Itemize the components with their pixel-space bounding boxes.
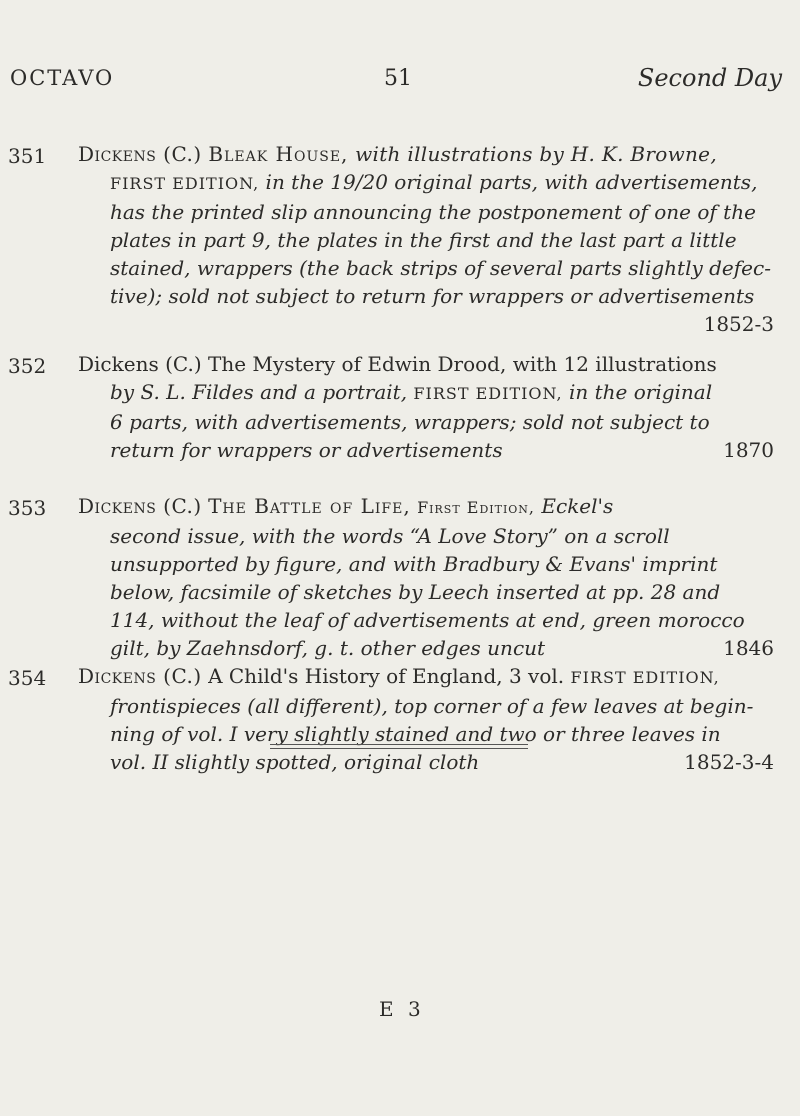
lot-date: 1846: [723, 636, 774, 660]
lot-line: return for wrappers or advertisements: [110, 438, 503, 462]
lot-line: stained, wrappers (the back strips of several parts slightly defec-: [110, 256, 771, 280]
section-divider: [270, 744, 528, 745]
lot-line: unsupported by figure, and with Bradbury & Evans' imprint: [110, 552, 718, 576]
lot-description: [78, 350, 774, 464]
lot-line: below, facsimile of sketches by Leech inserted at pp. 28 and: [110, 580, 721, 604]
lot-date: 1852-3-4: [684, 750, 774, 774]
page-number: 51: [384, 66, 412, 91]
lot-edition: FIRST EDITION,: [413, 384, 563, 403]
lot-line: frontispieces (all different), top corner of a few leaves at begin-: [110, 694, 754, 718]
lot-line: Dickens (C.) The Mystery of Edwin Drood, with 12 illustrations: [78, 352, 717, 376]
lot-number: 354: [8, 666, 47, 690]
lot-line: Eckel's: [541, 494, 614, 518]
lot-number: 352: [8, 354, 47, 378]
lot-line: 6 parts, with advertisements, wrappers; sold not subject to: [110, 410, 710, 434]
lot-line: plates in part 9, the plates in the first and the last part a little: [110, 228, 737, 252]
lot-date: 1870: [723, 438, 774, 462]
lot-number: 353: [8, 496, 47, 520]
lot-line: in the original: [568, 380, 713, 404]
lot-line: with illustrations by H. K. Browne,: [355, 142, 717, 166]
lot-line: ning of vol. I very slightly stained and two or three leaves in: [110, 722, 721, 746]
lot-author: Dickens (C.): [78, 142, 202, 166]
lot-description: [78, 492, 774, 662]
sale-day-heading: Second Day: [637, 64, 782, 92]
lot-line: in the 19/20 original parts, with advertisements,: [265, 170, 758, 194]
lot-edition: FIRST EDITION,: [110, 174, 260, 193]
lot-line: by S. L. Fildes and a portrait,: [110, 380, 408, 404]
lot-line: vol. II slightly spotted, original cloth: [110, 750, 480, 774]
lot-title: Bleak House,: [208, 142, 349, 166]
running-head: [0, 66, 800, 96]
lot-line: gilt, by Zaehnsdorf, g. t. other edges uncut: [110, 636, 546, 660]
lot-line: second issue, with the words “A Love Story” on a scroll: [110, 524, 670, 548]
lot-number: 351: [8, 144, 47, 168]
lot-edition: FIRST EDITION,: [570, 668, 720, 687]
lot-title: The Battle of Life,: [208, 494, 411, 518]
lot-author: Dickens (C.): [78, 494, 202, 518]
section-divider: [270, 748, 528, 749]
lot-author: Dickens (C.): [78, 664, 202, 688]
lot-date: 1852-3: [703, 312, 774, 336]
format-heading: OCTAVO: [10, 66, 115, 90]
signature-mark: E 3: [379, 997, 425, 1021]
lot-line: 114, without the leaf of advertisements at end, green morocco: [110, 608, 745, 632]
lot-line: has the printed slip announcing the postponement of one of the: [110, 200, 756, 224]
lot-line: tive); sold not subject to return for wrappers or advertisements: [110, 284, 755, 308]
lot-description: [78, 662, 774, 776]
lot-title: A Child's History of England, 3 vol.: [208, 664, 565, 688]
lot-description: [78, 140, 774, 338]
lot-edition: First Edition,: [417, 498, 536, 517]
